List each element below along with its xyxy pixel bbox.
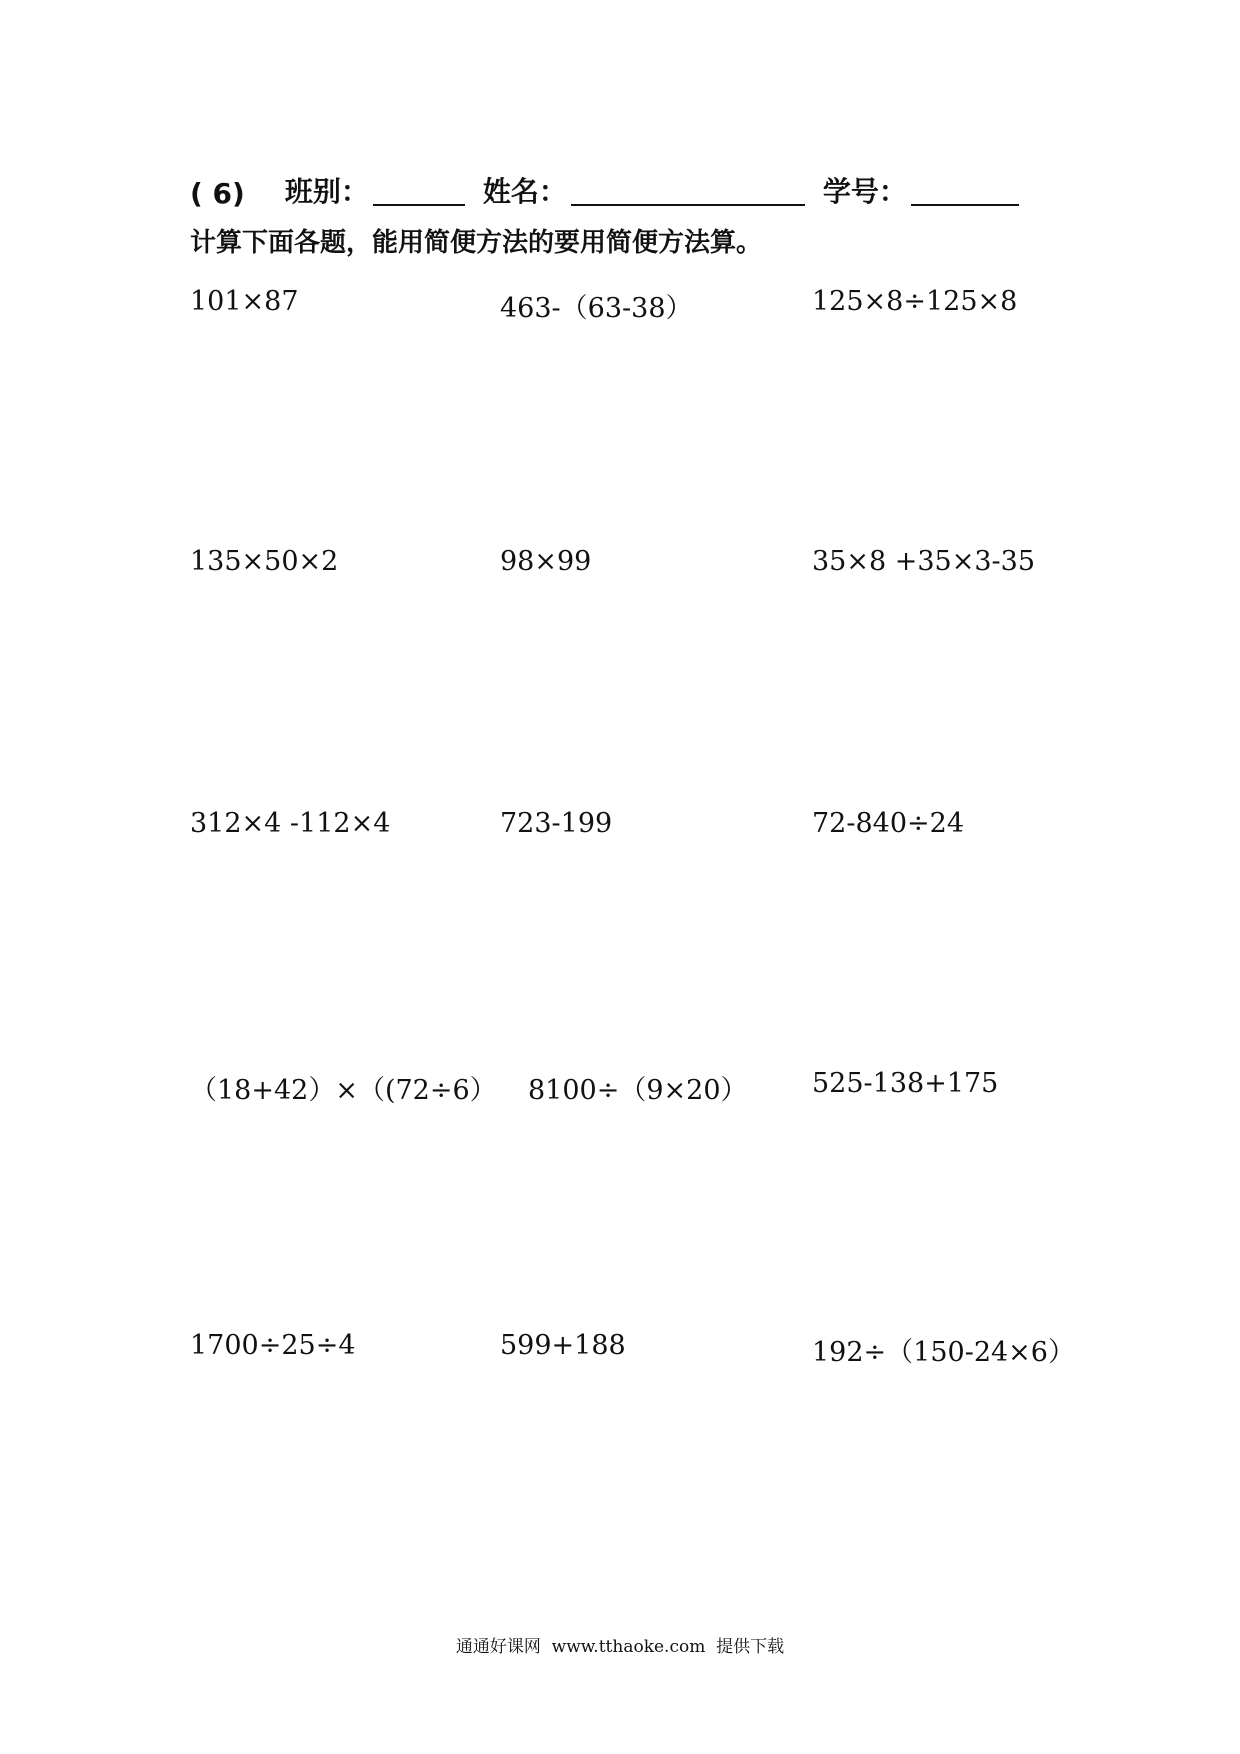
class-label: 班别：	[284, 175, 369, 208]
problem-item: 135×50×2	[190, 546, 339, 577]
student-id-label: 学号：	[822, 175, 907, 208]
name-label: 姓名：	[482, 175, 567, 208]
problem-item: 599+188	[500, 1330, 626, 1361]
instruction-text: 计算下面各题，能用简便方法的要用简便方法算。	[190, 228, 763, 258]
worksheet-number: ( 6)	[190, 177, 245, 210]
problem-item: 463-（63-38）	[500, 293, 693, 324]
problem-item: 8100÷（9×20）	[528, 1075, 748, 1106]
problem-item: 101×87	[190, 286, 299, 317]
student-id-blank-line[interactable]	[911, 203, 1019, 206]
problem-item: 35×8 +35×3-35	[812, 546, 1036, 577]
problem-item: 723-199	[500, 808, 613, 839]
class-blank-line[interactable]	[373, 203, 465, 206]
student-info-header	[190, 160, 1019, 210]
problem-item: 125×8÷125×8	[812, 286, 1018, 317]
name-blank-line[interactable]	[571, 203, 805, 206]
problem-item: 98×99	[500, 546, 592, 577]
problem-item: 525-138+175	[812, 1068, 999, 1099]
problem-item: 192÷（150-24×6）	[812, 1337, 1075, 1368]
problem-item: （18+42）×（(72÷6）	[190, 1075, 497, 1106]
problem-item: 312×4 -112×4	[190, 808, 391, 839]
problem-item: 72-840÷24	[812, 808, 964, 839]
footer-source-text: 通通好课网 www.tthaoke.com 提供下载	[455, 1637, 785, 1657]
problem-item: 1700÷25÷4	[190, 1330, 356, 1361]
